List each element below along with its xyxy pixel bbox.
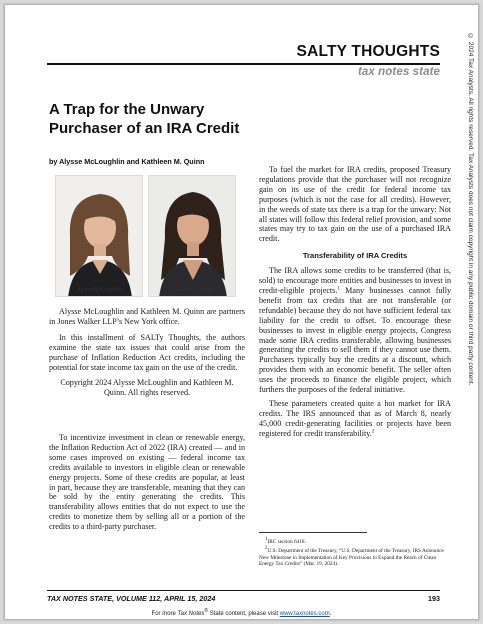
byline: by Alysse McLoughlin and Kathleen M. Quinn: [49, 157, 205, 166]
document-page: [4, 4, 479, 620]
header-rule: [47, 63, 440, 65]
paragraph-text: These parameters created quite a hot market for IRA credits. The IRS announced that as of March 8, nearly 45,000 credit-generating facilities or projects have been registered for credit transferability.: [259, 398, 451, 438]
promo-line: [5, 608, 478, 617]
promo-text: State content, please visit: [208, 611, 280, 617]
body-paragraph: [259, 399, 451, 439]
footnote-number: 2: [265, 546, 268, 552]
promo-text: .: [329, 611, 332, 617]
bio-paragraph: In this installment of SALTy Thoughts, the authors examine the state tax issues that could arise from the purchase of Inflation Reduction Act credits, including the potential for state income tax gain on the use of the credit.: [49, 332, 245, 372]
journal-info: TAX NOTES STATE, VOLUME 112, APRIL 15, 2024: [47, 594, 216, 603]
footnote-marker[interactable]: 2: [371, 428, 375, 434]
bio-paragraph: Alysse McLoughlin and Kathleen M. Quinn are partners in Jones Walker LLP’s New York office.: [49, 307, 245, 326]
portrait-image: [56, 176, 143, 297]
portrait-image: [149, 176, 236, 297]
paragraph-text: Many businesses cannot fully benefit from tax credits that are not transferable (or refundable) because they do not have sufficient federal tax liability for the credit to offset. To encourage these businesses to invest in eligible energy projects, Congress made some IRA credits transferable, allowing businesses generating the credits to sell them if they cannot use them. Purchasers typically buy the credits at a discount, which provides them with an economic benefit. The seller often uses the proceeds to finance the eligible project, which furthers the purposes of the federal initiative.: [259, 285, 452, 395]
footnote: [259, 539, 451, 545]
taxnotes-link[interactable]: www.taxnotes.com: [279, 611, 330, 617]
article-title: A Trap for the Unwary Purchaser of an IRA Credit: [49, 101, 240, 137]
photo-caption: Kathleen M. Quinn: [170, 287, 214, 293]
bio-copyright: Copyright 2024 Alysse McLoughlin and Kathleen M. Quinn. All rights reserved.: [60, 378, 234, 398]
author-photo-quinn: [148, 175, 236, 297]
page-number: 193: [428, 594, 440, 603]
promo-registered: ®: [204, 608, 209, 614]
footnote-text: U.S. Department of the Treasury, “U.S. Department of the Treasury, IRS Announce New Milestone in Implementation of Key Provisions to Expand the Reach of Clean Energy Tax Credits” (Mar. 19, 2024).: [259, 548, 444, 568]
promo-text: For more: [151, 611, 178, 617]
footnote-number: 1: [265, 537, 268, 543]
brand-logo: tax notes state: [357, 66, 440, 78]
section-subhead: Transferability of IRA Credits: [302, 251, 408, 261]
body-paragraph: To fuel the market for IRA credits, proposed Treasury regulations provide that the purchaser will not recognize gain on its use of the credit for federal income tax purposes (which is not the case for all credits). However, in the weeds of state tax there is a trap for the unwary: Not all states will follow this federal relief provision, and some states may try to tax gain on the use of a purchased IRA credit.: [259, 165, 451, 244]
body-paragraph: [259, 266, 451, 395]
footnotes: [259, 539, 451, 571]
left-column-body: [49, 433, 245, 532]
right-column-body: [259, 165, 451, 443]
photo-caption: Alysse McLoughlin: [77, 287, 121, 293]
author-photo-mcloughlin: [55, 175, 143, 297]
footnote-marker[interactable]: 1: [337, 286, 340, 292]
author-bio: [49, 307, 245, 404]
footnote: [259, 548, 451, 567]
paragraph-text: The IRA allows some credits to be transferred (that is, sold) to encourage more entities and businesses to invest in credit-eligible projects.: [259, 266, 451, 295]
body-paragraph: To incentivize investment in clean or renewable energy, the Inflation Reduction Act of 2022 (IRA) created — and in some cases improved on existing — federal income tax credits available to investors in eligible clean or renewable energy projects. Some of these credits are popular, at least in part, because they are transferable, meaning that they can be sold by the entity generating the credits. This transferability allows entities that do not expect to use the credits to monetize them by selling all or a portion of the credits to a third-party purchaser.: [49, 433, 245, 532]
section-title: SALTY THOUGHTS: [296, 43, 440, 60]
promo-brand: Tax Notes: [177, 611, 205, 617]
footnote-rule: [259, 532, 367, 533]
footnote-text: IRC section 6418.: [267, 539, 306, 545]
side-copyright: © 2024 Tax Analysts. All rights reserved. Tax Analysts does not claim copyright in any public domain or third party content.: [467, 33, 474, 386]
footer-rule: [47, 590, 440, 591]
